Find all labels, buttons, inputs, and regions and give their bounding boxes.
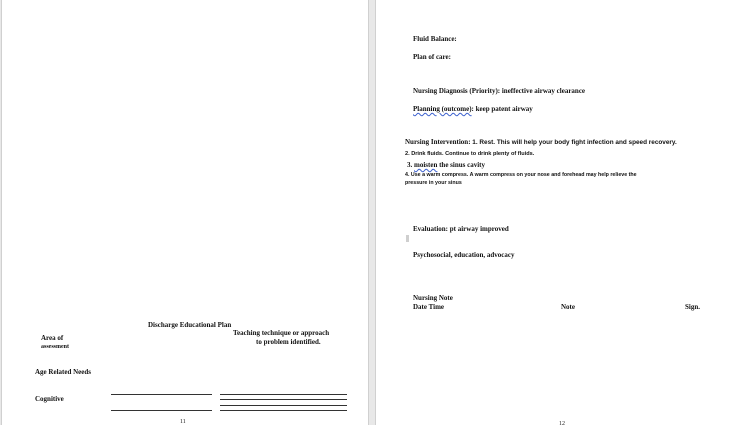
nursing-intervention-label: Nursing Intervention: [405, 138, 471, 146]
underline [111, 410, 212, 411]
document-page-right [375, 0, 737, 425]
fluid-balance-label: Fluid Balance: [413, 35, 457, 43]
page-number: 12 [559, 421, 565, 425]
psychosocial: Psychosocial, education, advocacy [413, 251, 515, 259]
underline [220, 410, 347, 411]
note-header: Note [561, 303, 575, 311]
intervention-1: 1. Rest. This will help your body fight infection and speed recovery. [470, 139, 677, 146]
underline [111, 394, 212, 395]
intervention-2: 2. Drink fluids. Continue to drink plenty of fluids. [405, 151, 535, 157]
evaluation: Evaluation: pt airway improved [413, 225, 509, 233]
assessment-label: assessment [41, 344, 69, 350]
planning-text: : keep patent airway [471, 105, 533, 113]
document-page-left [1, 0, 369, 425]
underline [220, 399, 347, 400]
planning-label: Planning (outcome) [413, 105, 472, 113]
area-of-label: Area of [41, 334, 64, 342]
page-number: 11 [180, 419, 186, 425]
underline [220, 394, 347, 395]
teaching-technique-label-2: to problem identified. [256, 338, 321, 346]
underline [220, 405, 347, 406]
discharge-plan-title: Discharge Educational Plan [148, 321, 232, 329]
teaching-technique-label: Teaching technique or approach [233, 329, 330, 337]
age-related-needs-label: Age Related Needs [35, 368, 91, 376]
plan-of-care-label: Plan of care: [413, 53, 451, 61]
nursing-intervention [405, 132, 677, 148]
planning-outcome [413, 106, 533, 113]
cognitive-label: Cognitive [35, 395, 64, 403]
nursing-note-title: Nursing Note [413, 294, 453, 302]
intervention-4-cont: pressure in your sinus [405, 180, 462, 186]
nursing-diagnosis: Nursing Diagnosis (Priority): ineffective airway clearance [413, 87, 586, 95]
text-cursor-marker [406, 235, 409, 242]
intervention-4: 4. Use a warm compress. A warm compress on your nose and forehead may help relieve the [405, 172, 637, 178]
misspelled-word: moisten [414, 161, 438, 169]
sign-header: Sign. [685, 303, 700, 311]
date-time-header: Date Time [413, 303, 445, 311]
intervention-3: 3. moisten the sinus cavity [407, 161, 485, 169]
